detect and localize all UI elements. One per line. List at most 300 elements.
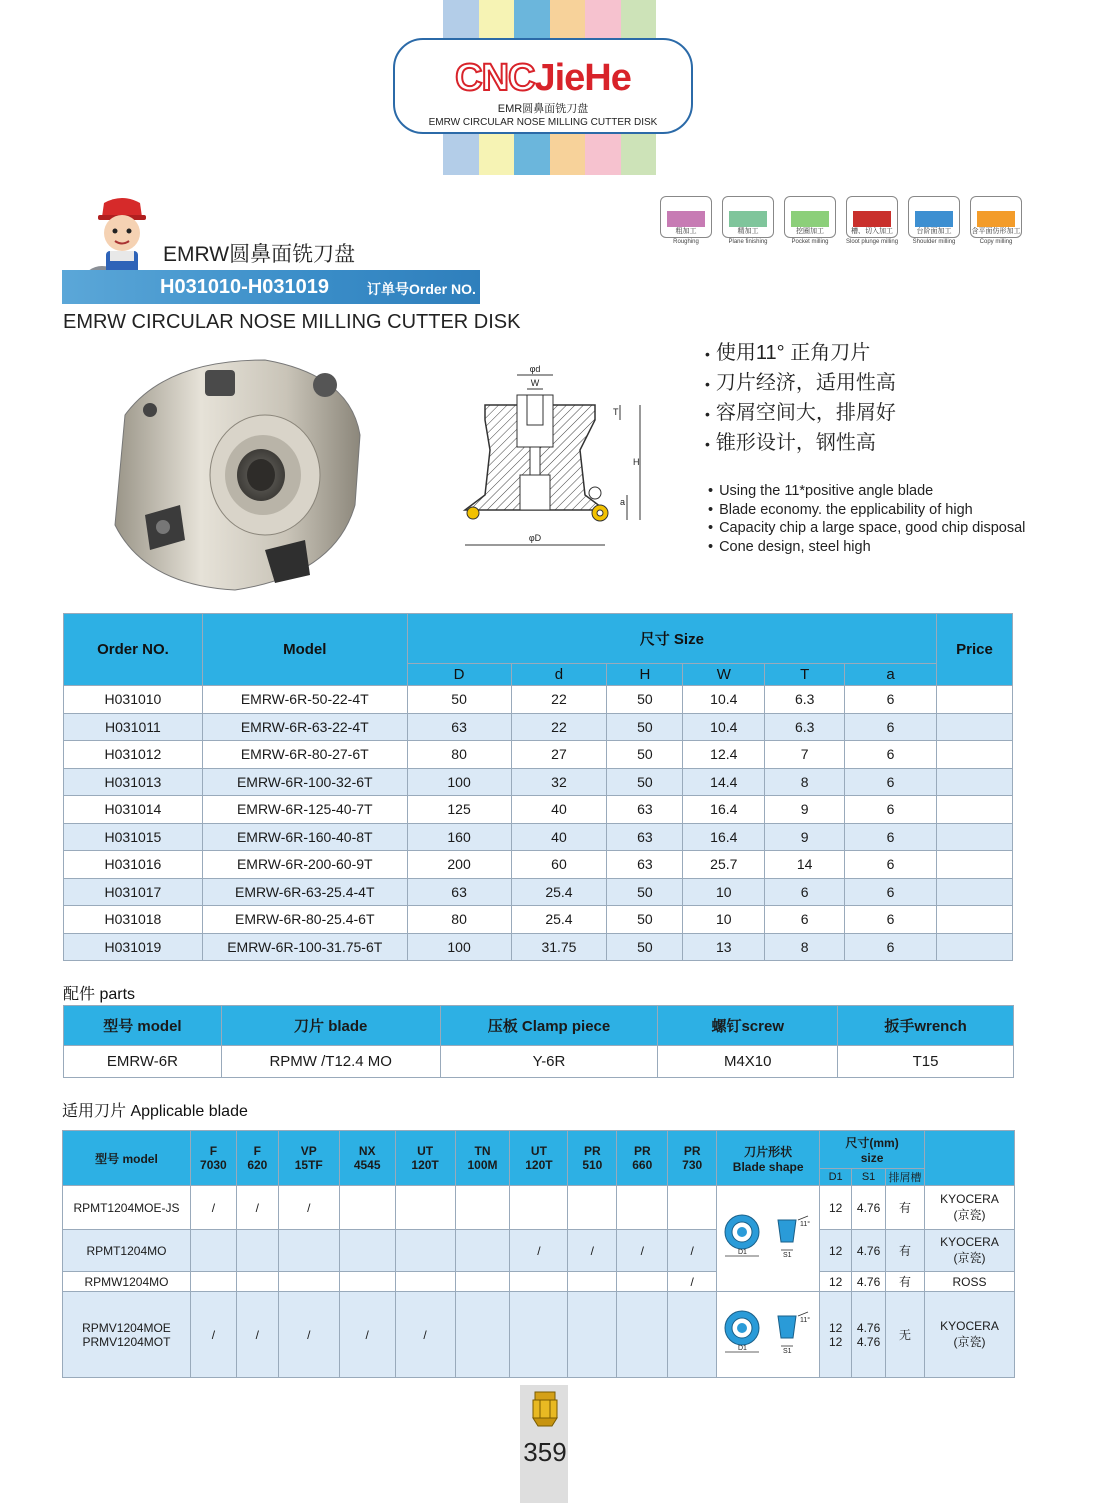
cell-model: EMRW-6R-160-40-8T [202,823,407,851]
machining-type-item [784,196,836,245]
grade-mark [455,1272,510,1292]
grade-mark: / [395,1292,455,1378]
cell-d: 50 [407,686,511,714]
parts-cell: EMRW-6R [64,1046,222,1078]
grade-name: UT [417,1144,434,1158]
grade-mark [278,1272,339,1292]
grade-mark [455,1230,510,1272]
cell-w: 16.4 [683,823,765,851]
blade-d1-value: 12 [828,1334,843,1349]
grade-mark: / [278,1186,339,1230]
cell-w: 25.7 [683,851,765,879]
cell-order: H031019 [64,933,203,961]
blade-brand: KYOCERA [940,1192,999,1206]
cell-h: 50 [607,713,683,741]
table-row [63,1230,1015,1272]
product-title-en: EMRW CIRCULAR NOSE MILLING CUTTER DISK [63,311,521,333]
grade-header [278,1131,339,1186]
machining-type-icon [908,196,960,238]
machining-fill [729,211,767,227]
cell-model: EMRW-6R-200-60-9T [202,851,407,879]
machining-type-item [846,196,898,245]
blade-groove: 有 [886,1272,925,1292]
table-row [63,1186,1015,1230]
cell-model: EMRW-6R-80-27-6T [202,741,407,769]
grade-mark [339,1230,395,1272]
cell-w: 10 [683,906,765,934]
machining-cn-label: 粗加工 [675,228,697,235]
model-header: Model [202,614,407,686]
cell-a: 6 [845,741,937,769]
cell-price [937,906,1013,934]
cell-t: 6.3 [765,686,845,714]
table-row [64,878,1013,906]
parts-header: 压板 Clamp piece [440,1006,658,1046]
cell-h: 50 [607,741,683,769]
cell-d: 100 [407,768,511,796]
cell-price [937,768,1013,796]
cell-h: 63 [607,851,683,879]
cell-order: H031011 [64,713,203,741]
grade-mark: / [617,1230,668,1272]
blade-brand-cn: (京瓷) [953,1208,986,1222]
grade-header [455,1131,510,1186]
cell-w: 10.4 [683,686,765,714]
cell-d: 40 [511,796,607,824]
grade-name: UT [530,1144,547,1158]
product-title-cn: EMRW圆鼻面铣刀盘 [163,243,356,266]
parts-header: 型号 model [64,1006,222,1046]
machining-type-icon [970,196,1022,238]
order-range: H031010-H031019 [160,276,330,298]
grade-mark [339,1186,395,1230]
cell-model: EMRW-6R-63-25.4-4T [202,878,407,906]
parts-header: 刀片 blade [221,1006,440,1046]
grade-mark: / [190,1292,236,1378]
grade-mark [455,1186,510,1230]
machining-type-item [970,196,1022,245]
table-row [64,933,1013,961]
cell-h: 50 [607,933,683,961]
parts-header: 螺钉screw [658,1006,838,1046]
grade-mark [617,1292,668,1378]
machining-type-icon [722,196,774,238]
grade-mark [395,1230,455,1272]
grade-code: 7030 [200,1158,227,1172]
blade-shape-icon [720,1212,816,1262]
cell-order: H031018 [64,906,203,934]
cell-price [937,796,1013,824]
machining-type-icon [660,196,712,238]
grade-name: F [253,1144,261,1158]
grade-mark [236,1230,278,1272]
cell-price [937,741,1013,769]
dim-t-label: T [613,407,619,417]
feature-en-item: • Blade economy. the epplicability of high [708,501,1025,520]
cell-price [937,823,1013,851]
cell-a: 6 [845,686,937,714]
cell-d: 100 [407,933,511,961]
size-sub-header: D1 [820,1169,852,1186]
feature-en-item: • Using the 11*positive angle blade [708,482,1025,501]
cell-d: 32 [511,768,607,796]
cell-w: 14.4 [683,768,765,796]
cell-model: EMRW-6R-63-22-4T [202,713,407,741]
table-row [63,1292,1015,1378]
order-label: 订单号Order NO. [367,281,476,297]
machining-en-label: Pocket milling [791,239,829,245]
grade-code: 120T [411,1158,439,1172]
milling-cutter-photo [105,355,370,595]
size-sub-header: S1 [852,1169,886,1186]
blade-d1 [820,1230,852,1272]
table-row [64,686,1013,714]
cell-d: 25.4 [511,906,607,934]
parts-cell: T15 [838,1046,1014,1078]
blade-brand-cn: (京瓷) [953,1251,986,1265]
cell-price [937,686,1013,714]
machining-cn-label: 挖圈加工 [796,228,824,235]
grade-mark [668,1186,717,1230]
blade-table [62,1130,1015,1378]
cell-model: EMRW-6R-50-22-4T [202,686,407,714]
cell-a: 6 [845,796,937,824]
cell-order: H031012 [64,741,203,769]
grade-header [668,1131,717,1186]
cell-a: 6 [845,851,937,879]
blade-groove: 有 [886,1230,925,1272]
table-row [64,768,1013,796]
grade-mark: / [236,1186,278,1230]
logo-cnc-text: CNC [455,57,535,99]
blade-shape-label: 11° [800,1221,811,1228]
cell-d: 63 [407,878,511,906]
blade-model-cell [63,1272,191,1292]
blade-d1-value: 12 [828,1243,843,1258]
grade-mark [339,1272,395,1292]
grade-mark: / [278,1292,339,1378]
brand-header [924,1131,1014,1186]
machining-en-label: Copy milling [979,239,1013,245]
blade-d1 [820,1186,852,1230]
feature-en-item: • Capacity chip a large space, good chip disposal [708,519,1025,538]
cell-model: EMRW-6R-100-31.75-6T [202,933,407,961]
blade-model: RPMT1204MOE-JS [73,1200,180,1215]
grade-mark: / [668,1230,717,1272]
cell-t: 6 [765,906,845,934]
grade-header [395,1131,455,1186]
grade-mark [510,1186,568,1230]
parts-cell: Y-6R [440,1046,658,1078]
size-header: 尺寸 Size [407,614,936,664]
grade-code: 4545 [353,1158,381,1172]
grade-mark [190,1272,236,1292]
cell-order: H031016 [64,851,203,879]
table-row [64,906,1013,934]
machining-type-item [660,196,712,245]
cell-d: 27 [511,741,607,769]
blade-model-cell [63,1292,191,1378]
blade-brand-cell [924,1186,1014,1230]
grade-code: 510 [582,1158,603,1172]
size-sub-header: 排屑槽 [886,1169,925,1186]
blade-brand-cell [924,1272,1014,1292]
cell-a: 6 [845,878,937,906]
blade-brand-cell [924,1292,1014,1378]
features-en-list [708,482,1025,556]
grade-mark [455,1292,510,1378]
feature-cn-item: • 容屑空间大，排屑好 [705,398,896,428]
blade-groove: 无 [886,1292,925,1378]
cell-order: H031014 [64,796,203,824]
machining-type-icons [660,196,1022,245]
grade-mark [510,1292,568,1378]
cell-d: 22 [511,713,607,741]
grade-header [236,1131,278,1186]
grade-mark [395,1272,455,1292]
brand-logo [393,38,693,134]
blade-groove: 有 [886,1186,925,1230]
grade-mark: / [668,1272,717,1292]
blades-label: 适用刀片 Applicable blade [62,1103,248,1120]
size-column-header: d [511,664,607,686]
cell-h: 50 [607,686,683,714]
grade-name: PR [683,1144,701,1158]
feature-cn-item: • 使用11° 正角刀片 [705,338,896,368]
cell-price [937,713,1013,741]
blade-model-header: 型号 model [63,1131,191,1186]
cell-t: 8 [765,768,845,796]
cell-d: 25.4 [511,878,607,906]
size-column-header: D [407,664,511,686]
grade-name: VP [300,1144,317,1158]
feature-cn-item: • 刀片经济，适用性高 [705,368,896,398]
blade-model: PRMV1204MOT [82,1334,171,1349]
cell-t: 9 [765,823,845,851]
cell-h: 50 [607,768,683,796]
feature-en-item: • Cone design, steel high [708,538,1025,557]
feature-cn-item: • 锥形设计，钢性高 [705,428,896,458]
cell-a: 6 [845,768,937,796]
cell-w: 10 [683,878,765,906]
machining-type-item [722,196,774,245]
machining-fill [915,211,953,227]
cell-t: 9 [765,796,845,824]
cell-price [937,851,1013,879]
grade-mark [510,1272,568,1292]
table-row [64,713,1013,741]
blade-shape-label: S1 [783,1348,792,1355]
grade-mark: / [190,1186,236,1230]
grade-mark [617,1272,668,1292]
cell-price [937,878,1013,906]
blade-size-en: size [860,1151,884,1165]
grade-mark [568,1272,617,1292]
machining-fill [667,211,705,227]
logo-subtitle-cn: EMR圆鼻面铣刀盘 [497,103,589,115]
parts-cell: RPMW /T12.4 MO [221,1046,440,1078]
features-cn-list [705,338,896,458]
cutter-cross-section-diagram [455,355,655,555]
table-row [64,741,1013,769]
grade-name: NX [358,1144,376,1158]
blade-s1-value: 4.76 [856,1320,881,1335]
blade-s1-value: 4.76 [856,1200,881,1215]
blade-s1 [852,1272,886,1292]
blade-shape-label: 11° [800,1317,811,1324]
grade-code: 660 [632,1158,653,1172]
grade-header [190,1131,236,1186]
blade-s1-value: 4.76 [856,1274,881,1289]
order-table [63,613,1013,961]
cell-t: 6 [765,878,845,906]
machining-en-label: Plane finishing [728,239,768,245]
cell-t: 14 [765,851,845,879]
order-range-bar [62,270,480,304]
cell-h: 50 [607,906,683,934]
blade-size-cn: 尺寸(mm) [845,1136,899,1150]
grade-mark: / [510,1230,568,1272]
blade-model-cell [63,1186,191,1230]
cell-d: 160 [407,823,511,851]
blade-size-header [820,1131,925,1169]
order-no-header: Order NO. [64,614,203,686]
blade-d1-value: 12 [828,1274,843,1289]
grade-mark: / [236,1292,278,1378]
grade-name: TN [474,1144,491,1158]
grade-name: F [209,1144,218,1158]
size-column-header: a [845,664,937,686]
cell-h: 63 [607,823,683,851]
blade-d1-value: 12 [828,1200,843,1215]
table-row [64,796,1013,824]
blade-brand: KYOCERA [940,1319,999,1333]
size-column-header: T [765,664,845,686]
cell-model: EMRW-6R-125-40-7T [202,796,407,824]
grade-name: PR [584,1144,601,1158]
machining-en-label: Roughing [673,239,699,245]
blade-d1 [820,1272,852,1292]
blade-model: RPMV1204MOE [82,1320,171,1335]
blade-shape-cell [717,1186,820,1292]
grade-header [339,1131,395,1186]
blade-shape-header [717,1131,820,1186]
blade-s1-value: 4.76 [856,1334,881,1349]
cell-order: H031015 [64,823,203,851]
blade-shape-icon [720,1308,816,1358]
grade-mark [395,1186,455,1230]
grade-header [568,1131,617,1186]
cell-w: 12.4 [683,741,765,769]
cell-t: 6.3 [765,713,845,741]
machining-cn-label: 含平面仿形加工 [971,228,1021,235]
blade-shape-cell [717,1292,820,1378]
cell-d: 40 [511,823,607,851]
grade-mark [236,1272,278,1292]
blade-shape-label: D1 [738,1249,748,1256]
grade-mark: / [568,1230,617,1272]
cell-a: 6 [845,933,937,961]
table-row [64,851,1013,879]
cell-price [937,933,1013,961]
cell-model: EMRW-6R-100-32-6T [202,768,407,796]
cell-order: H031017 [64,878,203,906]
grade-name: PR [633,1144,651,1158]
grade-header [510,1131,568,1186]
blade-s1-value: 4.76 [856,1243,881,1258]
cell-w: 13 [683,933,765,961]
cell-t: 8 [765,933,845,961]
cell-d: 22 [511,686,607,714]
dim-a-label: a [620,497,626,507]
cell-w: 10.4 [683,713,765,741]
cell-d: 63 [407,713,511,741]
grade-mark [668,1292,717,1378]
table-row [63,1272,1015,1292]
cell-d: 80 [407,741,511,769]
blade-model: RPMT1204MO [86,1243,167,1258]
cell-d: 31.75 [511,933,607,961]
cell-a: 6 [845,906,937,934]
grade-header [617,1131,668,1186]
machining-cn-label: 台阶面加工 [916,228,952,235]
blade-d1-value: 12 [828,1320,843,1335]
grade-code: 730 [682,1158,703,1172]
size-column-header: W [683,664,765,686]
blade-d1 [820,1292,852,1378]
blade-shape-en: Blade shape [732,1159,804,1174]
grade-code: 100M [467,1158,498,1172]
parts-label: 配件 parts [63,986,136,1003]
cell-w: 16.4 [683,796,765,824]
cell-t: 7 [765,741,845,769]
blade-brand: ROSS [952,1274,987,1289]
dim-h-label: H [633,457,640,467]
blade-s1 [852,1292,886,1378]
machining-cn-label: 精加工 [737,228,759,235]
grade-code: 15TF [294,1158,323,1172]
blade-shape-label: D1 [738,1345,748,1352]
machining-en-label: Sloot plunge milling [846,239,899,245]
blade-s1 [852,1230,886,1272]
cell-order: H031010 [64,686,203,714]
machining-fill [853,211,891,227]
machining-type-item [908,196,960,245]
machining-cn-label: 槽、切入加工 [851,228,893,235]
blade-brand: KYOCERA [940,1235,999,1249]
cutter-icon [530,1390,560,1428]
grade-mark [568,1292,617,1378]
logo-subtitle-en: EMRW CIRCULAR NOSE MILLING CUTTER DISK [428,117,658,128]
blade-brand-cell [924,1230,1014,1272]
blade-model: RPMW1204MO [84,1274,169,1289]
parts-table [63,1005,1014,1078]
cell-h: 50 [607,878,683,906]
logo-jiehe-text: JieHe [534,57,631,99]
cell-d: 125 [407,796,511,824]
grade-code: 120T [525,1158,553,1172]
machining-fill [791,211,829,227]
cell-order: H031013 [64,768,203,796]
dim-d-label: φd [529,364,541,374]
parts-header: 扳手wrench [838,1006,1014,1046]
blade-s1 [852,1186,886,1230]
size-column-header: H [607,664,683,686]
grade-mark [190,1230,236,1272]
machining-fill [977,211,1015,227]
page-number: 359 [523,1437,567,1467]
machining-en-label: Shoulder milling [912,239,956,245]
